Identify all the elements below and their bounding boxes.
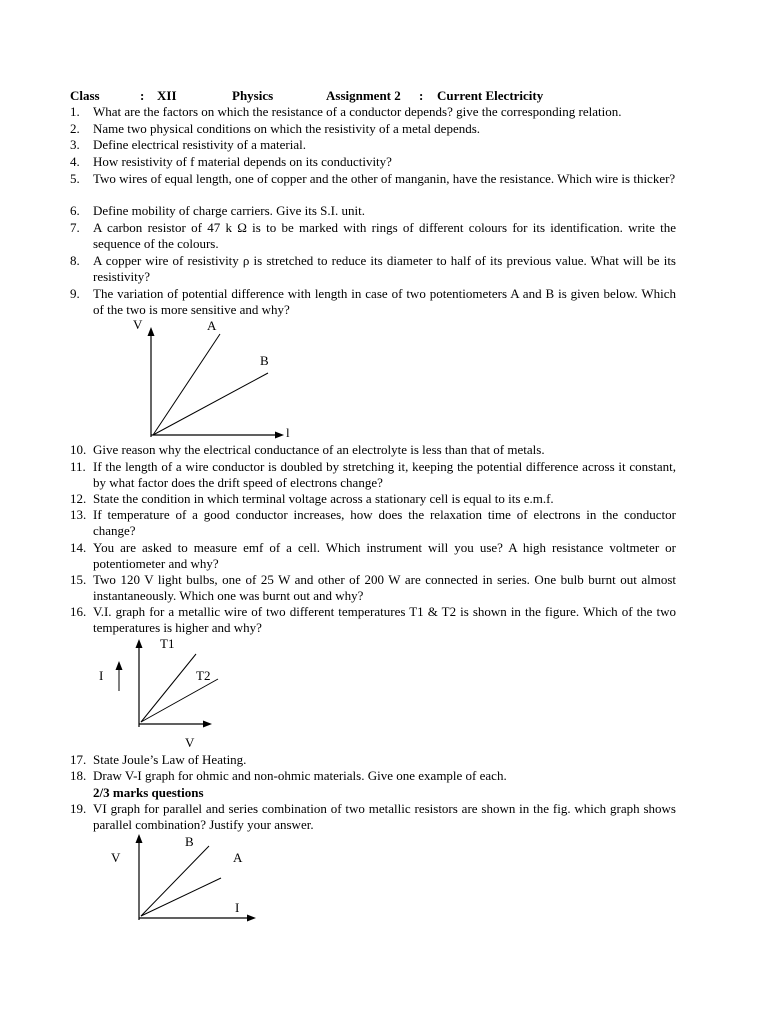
question-text: Two wires of equal length, one of copper and the other of manganin, have the resistance. Which wire is thicker? [93, 171, 676, 186]
question-number: 16. [70, 604, 87, 619]
question-number: 3. [70, 137, 80, 152]
assignment-colon: : [419, 88, 424, 103]
question-number: 17. [70, 752, 87, 767]
class-colon: : [140, 88, 145, 103]
y-axis-label: V [111, 850, 121, 865]
x-axis-arrowhead [247, 915, 256, 922]
question-number: 11. [70, 459, 86, 474]
question-number: 13. [70, 507, 87, 522]
line-a [141, 878, 221, 916]
y-axis-arrowhead [136, 834, 143, 843]
line-b-label: B [260, 353, 269, 368]
question-text: Define electrical resistivity of a material. [93, 137, 306, 152]
question-number: 18. [70, 768, 87, 783]
section-heading: 2/3 marks questions [93, 785, 204, 800]
question-number: 1. [70, 104, 80, 119]
x-axis-label: l [286, 425, 290, 440]
question-number: 5. [70, 171, 80, 186]
question-text: The variation of potential difference with length in case of two potentiometers A and B is given below. Which of the two is more sensitive and why? [93, 286, 676, 318]
question-text: Define mobility of charge carriers. Give its S.I. unit. [93, 203, 365, 218]
question-text: State the condition in which terminal voltage across a stationary cell is equal to its e.m.f. [93, 491, 554, 506]
question-number: 7. [70, 220, 80, 235]
topic: Current Electricity [437, 88, 544, 103]
question-number: 6. [70, 203, 80, 218]
question-text: State Joule’s Law of Heating. [93, 752, 247, 767]
line-a-label: A [207, 318, 217, 333]
subject: Physics [232, 88, 274, 103]
question-text: Give reason why the electrical conductance of an electrolyte is less than that of metals. [93, 442, 545, 457]
x-axis-label: V [185, 735, 195, 750]
question-text: Two 120 V light bulbs, one of 25 W and other of 200 W are connected in series. One bulb burnt out almost instantaneously. Which one was burnt out and why? [93, 572, 676, 604]
question-number: 14. [70, 540, 87, 555]
x-axis-label: I [235, 900, 240, 915]
assignment-number: Assignment 2 [326, 88, 401, 103]
question-text: If temperature of a good conductor increases, how does the relaxation time of electrons in the conductor change? [93, 507, 676, 539]
question-text: How resistivity of f material depends on its conductivity? [93, 154, 392, 169]
question-text: A carbon resistor of 47 k Ω is to be marked with rings of different colours for its identification. write the sequence of the colours. [93, 220, 676, 252]
question-number: 2. [70, 121, 80, 136]
question-number: 8. [70, 253, 80, 268]
class-value: XII [157, 88, 177, 103]
question-text: Name two physical conditions on which the resistivity of a metal depends. [93, 121, 481, 136]
question-text: What are the factors on which the resistance of a conductor depends? give the corresponding relation. [93, 104, 622, 119]
question-number: 19. [70, 801, 87, 816]
question-number: 9. [70, 286, 80, 301]
question-text: V.I. graph for a metallic wire of two different temperatures T1 & T2 is shown in the figure. Which of the two temperatures is higher and why? [93, 604, 676, 636]
line-b [141, 846, 209, 916]
line-t2-label: T2 [196, 668, 211, 683]
class-label: Class [70, 88, 100, 103]
question-number: 10. [70, 442, 87, 457]
question-text: You are asked to measure emf of a cell. Which instrument will you use? A high resistance voltmeter or potentiometer and why? [93, 540, 676, 572]
line-t1-label: T1 [160, 636, 175, 651]
question-text: Draw V-I graph for ohmic and non-ohmic materials. Give one example of each. [93, 768, 507, 783]
question-text: If the length of a wire conductor is doubled by stretching it, keeping the potential difference across it constant, by what factor does the drift speed of electrons change? [93, 459, 676, 491]
line-a-label: A [233, 850, 243, 865]
question-number: 4. [70, 154, 80, 169]
y-axis-label: V [133, 317, 143, 332]
line-b-label: B [185, 834, 194, 849]
question-number: 15. [70, 572, 87, 587]
question-number: 12. [70, 491, 87, 506]
y-axis-label: I [99, 668, 104, 683]
question-text: VI graph for parallel and series combination of two metallic resistors are shown in the fig. which graph shows parallel combination? Justify your answer. [93, 801, 676, 833]
question-text: A copper wire of resistivity ρ is stretched to reduce its diameter to half of its previous value. What will be its resistivity? [93, 253, 676, 285]
